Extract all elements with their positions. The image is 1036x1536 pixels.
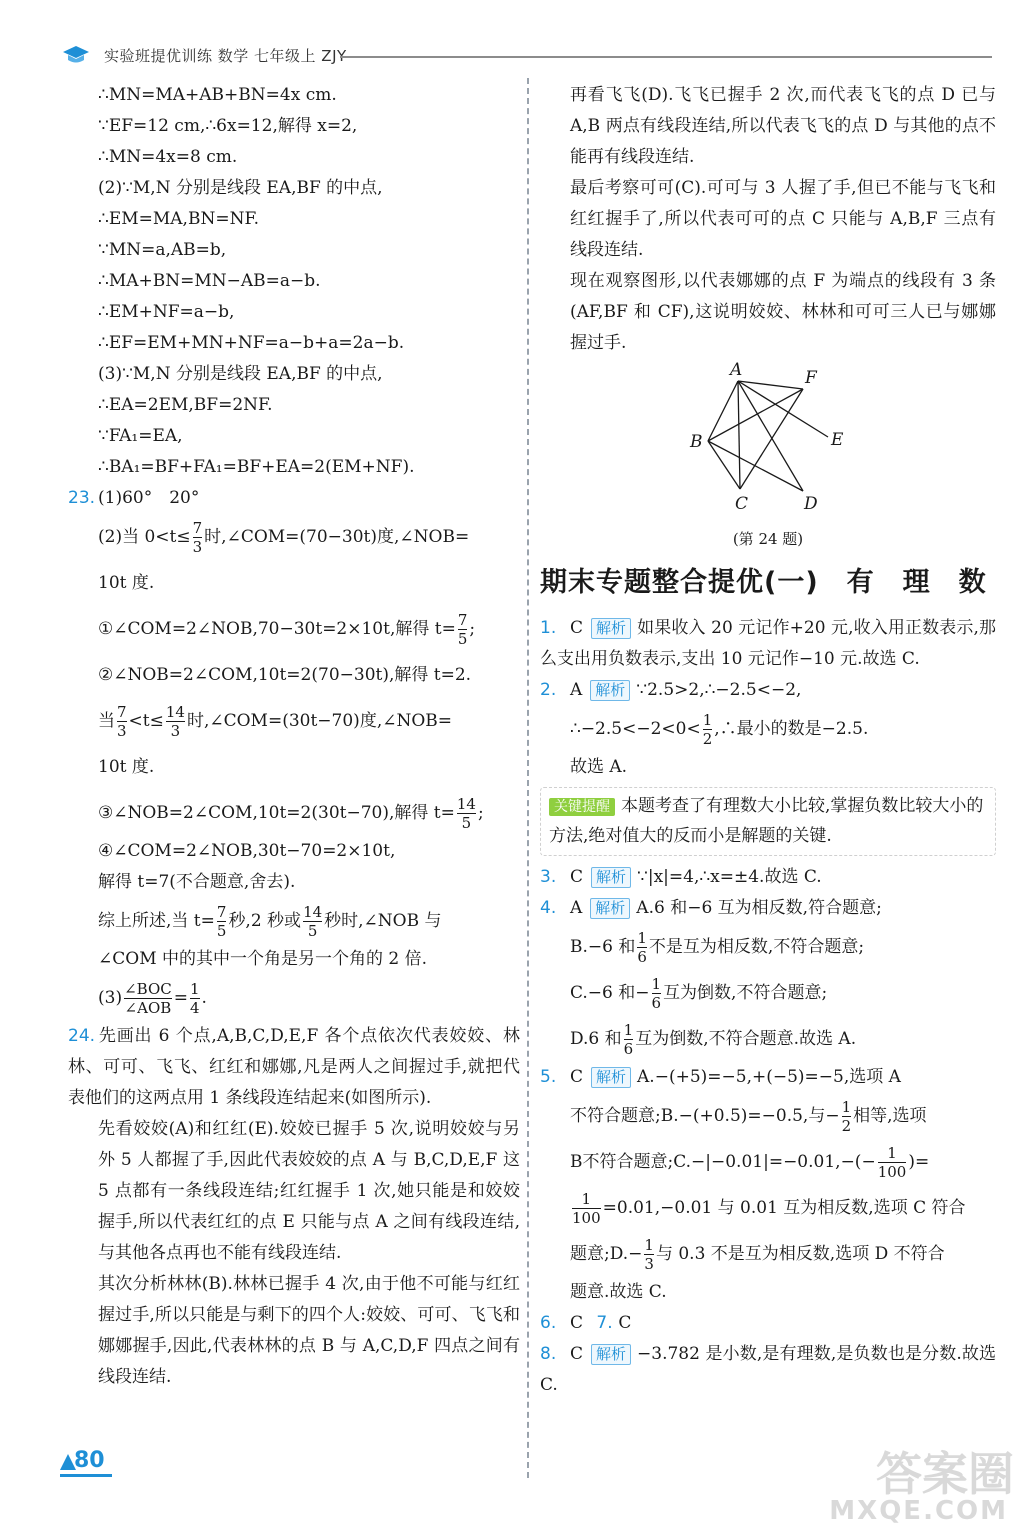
point-label-b: B (690, 432, 703, 452)
text: C.−6 和− (570, 983, 650, 1003)
denominator: 6 (637, 948, 647, 966)
page-number-badge (60, 1448, 116, 1478)
page-header (0, 0, 1036, 70)
fraction (842, 1098, 852, 1135)
solution-line: ∴EM=MA,BN=NF. (98, 209, 260, 229)
questions-6-7 (540, 1308, 996, 1339)
figure-caption: (第 24 题) (732, 530, 804, 548)
numerator: 7 (457, 611, 468, 629)
question-number: 8. (540, 1344, 557, 1364)
text: ; (469, 619, 476, 639)
analysis-text: −3.782 是小数,是有理数,是负数也是分数.故选 C. (540, 1344, 996, 1395)
numerator: 1 (581, 1190, 592, 1208)
analysis-text: ∵|x|=4,∴x=±4.故选 C. (637, 867, 822, 887)
question-4 (540, 893, 996, 924)
paragraph: 最后考察可可(C).可可与 3 人握了手,但已不能与飞飞和红红握手了,所以代表可可的点 C 只能与 A,B,F 三点有线段连结. (570, 178, 996, 260)
numerator: 7 (216, 903, 227, 921)
solution-line: ∵EF=12 cm,∴6x=12,解得 x=2, (98, 116, 358, 136)
answer-line (68, 975, 520, 1021)
numerator: 1 (190, 980, 200, 998)
analysis-tag: 解析 (590, 898, 630, 919)
answer-line: ②∠NOB=2∠COM,10t=2(70−30t),解得 t=2. (98, 665, 472, 685)
answer-line: 10t 度. (98, 757, 155, 777)
text: 互为倒数,不符合题意.故选 A. (635, 1029, 857, 1049)
text: 不是互为相反数,不符合题意; (648, 937, 865, 957)
solution-line: ∴EM+NF=a−b, (98, 302, 235, 322)
paragraph: 现在观察图形,以代表娜娜的点 F 为端点的线段有 3 条(AF,BF 和 CF),这说明姣姣、林林和可可三人已与娜娜握过手. (570, 271, 996, 353)
numerator: 14 (303, 903, 323, 921)
text: ③∠NOB=2∠COM,10t=2(30t−70),解得 t= (98, 803, 455, 823)
numerator: 1 (623, 1021, 634, 1039)
question-24 (68, 1021, 520, 1114)
edge-ac (738, 381, 740, 489)
point-label-e: E (831, 430, 844, 450)
edge-ae (738, 381, 828, 437)
denominator: 5 (457, 813, 476, 832)
denominator: 5 (216, 922, 227, 940)
edge-ab (708, 381, 738, 441)
denominator: 6 (623, 1040, 634, 1058)
fraction (572, 1190, 601, 1227)
text: )= (908, 1152, 930, 1172)
text: (3) (98, 988, 123, 1008)
diagram-labels (689, 360, 844, 514)
question-2 (540, 675, 996, 706)
answer-line: ∠COM 中的其中一个角是另一个角的 2 倍. (98, 949, 428, 969)
denominator: 100 (572, 1209, 601, 1227)
question-number: 1. (540, 618, 557, 638)
numerator: 7 (192, 519, 203, 537)
paragraph: 先画出 6 个点,A,B,C,D,E,F 各个点依次代表姣姣、林林、可可、飞飞、红红和娜娜,凡是两人之间握过手,就把代表他们的这两点用 1 条线段连结起来(如图所示). (68, 1026, 520, 1108)
handshake-figure (540, 359, 996, 529)
text: ∴−2.5<−2<0< (570, 719, 701, 739)
text: 秒,2 秒或 (228, 911, 302, 931)
text: 互为倒数,不符合题意; (663, 983, 828, 1003)
numerator: 1 (644, 1236, 654, 1254)
answer-choice: C (570, 618, 584, 638)
fraction (878, 1144, 907, 1181)
question-1 (540, 613, 996, 675)
denominator: 2 (841, 1117, 852, 1135)
key-tip-text: 本题考查了有理数大小比较,掌握负数比较大小的方法,绝对值大的反而小是解题的关键. (549, 796, 984, 846)
denominator: ∠AOB (124, 999, 172, 1017)
analysis-line (540, 1139, 996, 1185)
numerator: ∠BOC (124, 980, 172, 998)
question-number: 6. (540, 1313, 557, 1333)
text: 时,∠COM=(30t−70)度,∠NOB= (186, 711, 453, 731)
answer-line (68, 606, 520, 652)
handshake-diagram (678, 359, 858, 529)
text: =0.01,−0.01 与 0.01 互为相反数,选项 C 符合 (602, 1198, 966, 1218)
point-label-c: C (735, 494, 749, 514)
point-label-a: A (730, 360, 743, 380)
analysis-line: 题意.故选 C. (570, 1282, 667, 1302)
left-column (68, 80, 520, 1393)
text: ; (477, 803, 484, 823)
analysis-tag: 解析 (591, 867, 631, 888)
solution-line: ∵MN=a,AB=b, (98, 240, 227, 260)
answer-choice: C (570, 1344, 584, 1364)
text: ,∴最小的数是−2.5. (714, 719, 869, 739)
fraction (193, 519, 203, 556)
question-5 (540, 1062, 996, 1093)
analysis-tag: 解析 (591, 1344, 631, 1365)
question-number: 7. (596, 1313, 613, 1333)
analysis-text: A.6 和−6 互为相反数,符合题意; (636, 898, 882, 918)
denominator: 3 (644, 1255, 654, 1273)
fraction (457, 795, 476, 832)
analysis-line (540, 970, 996, 1016)
page-underline (60, 1474, 112, 1477)
answer-choice: C (570, 867, 584, 887)
section-title: 期末专题整合提优(一) 有 理 数 (540, 567, 987, 598)
solution-line: ∴EF=EM+MN+NF=a−b+a=2a−b. (98, 333, 405, 353)
text: 不符合题意;B.−(+0.5)=−0.5,与− (570, 1106, 840, 1126)
numerator: 1 (841, 1098, 852, 1116)
question-23 (68, 483, 520, 514)
analysis-line (540, 1231, 996, 1277)
text: 时,∠COM=(70−30t)度,∠NOB= (204, 527, 470, 547)
analysis-tag: 解析 (591, 1067, 631, 1088)
key-tip-label: 关键提醒 (549, 798, 615, 816)
answer-choice: A (570, 680, 583, 700)
analysis-line (540, 1185, 996, 1231)
header-rule (340, 56, 992, 58)
question-number: 24. (68, 1026, 96, 1046)
text: B不符合题意;C.−|−0.01|=−0.01,−(− (570, 1152, 876, 1172)
key-tip-box (540, 787, 996, 856)
point-label-f: F (805, 368, 817, 388)
analysis-line (540, 1093, 996, 1139)
solution-line: ∵FA₁=EA, (98, 426, 183, 446)
solution-line: ∴EA=2EM,BF=2NF. (98, 395, 273, 415)
question-number: 3. (540, 867, 557, 887)
text: 当 (98, 711, 115, 731)
solution-line: ∴BA₁=BF+FA₁=BF+EA=2(EM+NF). (98, 457, 415, 477)
answer-line: 10t 度. (98, 573, 155, 593)
text: 综上所述,当 t= (98, 911, 215, 931)
answer-line (68, 898, 520, 944)
analysis-line (540, 924, 996, 970)
analysis-text: A.−(+5)=−5,+(−5)=−5,选项 A (637, 1067, 901, 1087)
text: 题意;D.− (570, 1244, 643, 1264)
numerator: 1 (651, 975, 662, 993)
solution-line: ∴MN=4x=8 cm. (98, 147, 238, 167)
fraction (637, 929, 647, 966)
analysis-line: 故选 A. (570, 757, 628, 777)
solution-line: ∴MA+BN=MN−AB=a−b. (98, 271, 321, 291)
analysis-text: 如果收入 20 元记作+20 元,收入用正数表示,那么支出用负数表示,支出 10 元记作−10 元.故选 C. (540, 618, 996, 669)
text: 与 0.3 不是互为相反数,选项 D 不符合 (655, 1244, 945, 1264)
numerator: 7 (117, 703, 127, 721)
answer-line (68, 698, 520, 744)
analysis-tag: 解析 (591, 618, 631, 639)
answer-choice: C (570, 1313, 584, 1333)
question-number: 23. (68, 488, 96, 508)
fraction (458, 611, 468, 648)
question-8 (540, 1339, 996, 1401)
solution-line: ∴MN=MA+AB+BN=4x cm. (98, 85, 337, 105)
analysis-tag: 解析 (590, 680, 630, 701)
denominator: 5 (303, 921, 322, 940)
question-number: 5. (540, 1067, 557, 1087)
analysis-line (540, 1016, 996, 1062)
watermark-url: MXQE.COM (829, 1496, 1008, 1526)
fraction (166, 703, 185, 740)
answer-choice: C (570, 1067, 584, 1087)
edge-bc (708, 441, 740, 489)
numerator: 1 (702, 711, 713, 729)
text: D.6 和 (570, 1029, 622, 1049)
numerator: 1 (887, 1144, 897, 1162)
solution-line: (2)∵M,N 分别是线段 EA,BF 的中点, (98, 178, 383, 198)
solution-line: (3)∵M,N 分别是线段 EA,BF 的中点, (98, 364, 383, 384)
paragraph: 先看姣姣(A)和红红(E).姣姣已握手 5 次,说明姣姣与另外 5 人都握了手,因此代表姣姣的点 A 与 B,C,D,E,F 这 5 点都有一条线段连结;红红握手 1 次,她只能是和姣姣握手,所以代表红红的点 E 只能与点 A 之间有线段连结,与其他各点再也不能有线段连结. (98, 1119, 520, 1263)
numerator: 14 (456, 795, 476, 813)
answer-line: ④∠COM=2∠NOB,30t−70=2×10t, (98, 841, 396, 861)
answer-choice: A (570, 898, 583, 918)
fraction (624, 1021, 634, 1058)
answer-part-1: (1)60° 20° (98, 488, 200, 508)
answer-line: 解得 t=7(不合题意,舍去). (98, 872, 296, 892)
text: ①∠COM=2∠NOB,70−30t=2×10t,解得 t= (98, 619, 456, 639)
question-number: 2. (540, 680, 557, 700)
denominator: 3 (166, 721, 185, 740)
denominator: 100 (877, 1163, 907, 1181)
edge-bf (708, 389, 803, 441)
fraction (652, 975, 662, 1012)
denominator: 4 (190, 999, 200, 1017)
text: 秒时,∠NOB 与 (324, 911, 442, 931)
right-column (540, 80, 996, 1401)
point-label-d: D (804, 494, 818, 514)
denominator: 5 (457, 630, 468, 648)
fraction (124, 980, 172, 1017)
header-title: 实验班提优训练 数学 七年级上 ZJY (104, 47, 347, 65)
text: . (201, 988, 207, 1008)
answer-line (68, 790, 520, 836)
text: 相等,选项 (853, 1106, 927, 1126)
fraction (190, 980, 200, 1017)
question-number: 4. (540, 898, 557, 918)
graduation-cap-icon (62, 44, 90, 66)
analysis-line (540, 706, 996, 752)
denominator: 3 (192, 538, 203, 556)
text: (2)当 0<t≤ (98, 527, 191, 547)
paragraph: 再看飞飞(D).飞飞已握手 2 次,而代表飞飞的点 D 已与 A,B 两点有线段连结,所以代表飞飞的点 D 与其他的点不能再有线段连结. (570, 85, 996, 167)
denominator: 6 (651, 994, 662, 1012)
answer-choice: C (618, 1313, 632, 1333)
paragraph: 其次分析林林(B).林林已握手 4 次,由于他不可能与红红握过手,所以只能是与剩下的四个人:姣姣、可可、飞飞和娜娜握手,因此,代表林林的点 B 与 A,C,D,F 四点之间有线段连结. (98, 1274, 520, 1387)
fraction (703, 711, 713, 748)
page-number: 80 (74, 1448, 105, 1473)
fraction (644, 1236, 654, 1273)
fraction (117, 703, 127, 740)
diagram-edges (708, 381, 828, 491)
denominator: 3 (117, 722, 127, 740)
answer-line (68, 514, 520, 560)
text: <t≤ (128, 711, 164, 731)
fraction (303, 903, 322, 940)
analysis-text: ∵2.5>2,∴−2.5<−2, (636, 680, 802, 700)
column-divider (527, 78, 529, 1478)
watermark-logo: 答案圈 (876, 1447, 1014, 1501)
fraction (217, 903, 227, 940)
text: = (173, 988, 188, 1008)
numerator: 14 (165, 703, 185, 721)
denominator: 2 (702, 730, 713, 748)
numerator: 1 (637, 929, 647, 947)
text: B.−6 和 (570, 937, 636, 957)
question-3 (540, 862, 996, 893)
